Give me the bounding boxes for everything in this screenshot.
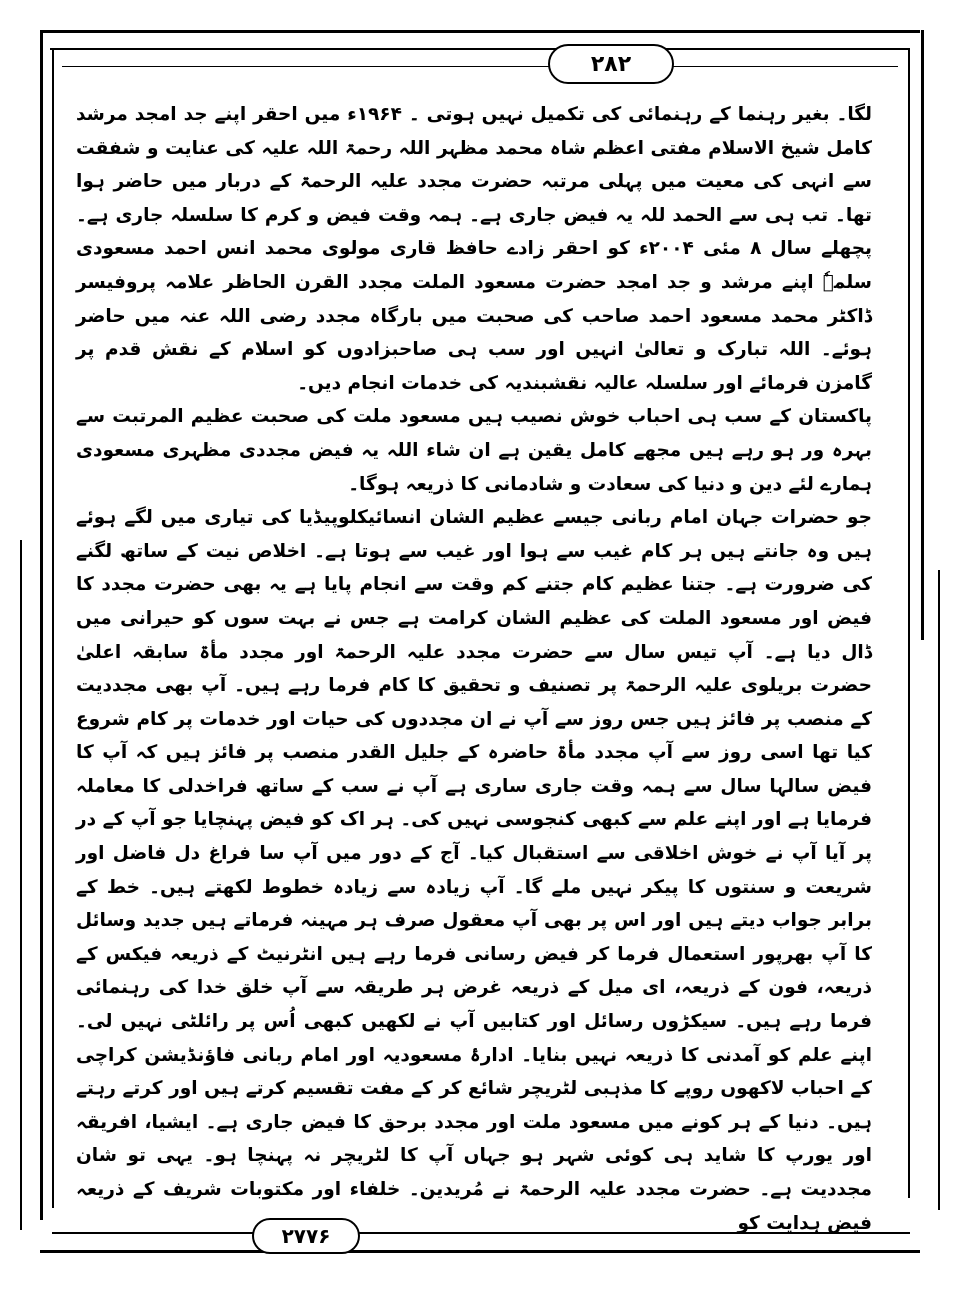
page-number: ۲۸۲ <box>548 44 674 84</box>
frame-top-outer-line <box>40 30 920 33</box>
frame-left-outer-line <box>40 30 43 1220</box>
frame-top-inner-line <box>50 48 910 50</box>
paragraph-2: پاکستان کے سب ہی احباب خوش نصیب ہیں مسعود ملت کی صحبت عظیم المرتبت سے بہرہ ور ہو رہے ہیں مجھے کامل یقین ہے ان شاء اللہ یہ فیض مجددی مظہری مسعودی ہمارے لئے دین و دنیا کی سعادت و شادمانی کا ذریعہ ہوگا۔ <box>76 406 872 495</box>
paragraph-3: جو حضرات جہان امام ربانی جیسے عظیم الشان انسائیکلوپیڈیا کی تیاری میں لگے ہوئے ہیں وہ جانتے ہیں ہر کام غیب سے ہوا اور غیب سے ہوتا ہے۔ اخلاص نیت کے ساتھ لگنے کی ضرورت ہے۔ جتنا عظیم کام جتنے کم وقت سے انجام پایا ہے یہ بھی حضرت مجدد کا فیض اور مسعود الملت کی عظیم الشان کرامت ہے جس نے بہت سوں کو حیرانی میں ڈال دیا ہے۔ آپ تیس سال سے حضرت مجدد علیہ الرحمۃ اور مجدد مأۃ سابقہ اعلیٰ حضرت بریلوی علیہ الرحمۃ پر تصنیف و تحقیق کا کام فرما رہے ہیں۔ آپ بھی مجددیت کے منصب پر فائز ہیں جس روز سے آپ نے ان مجددوں کی حیات اور خدمات پر کام شروع کیا تھا اسی روز سے آپ مجدد مأۃ حاضرہ کے جلیل القدر منصب پر فائز ہیں کہ آپ کا فیض سالہا سال سے ہمہ وقت جاری ساری ہے آپ نے سب کے ساتھ فراخدلی کا معاملہ فرمایا ہے اور اپنے علم سے کبھی کنجوسی نہیں کی۔ ہر اک کو فیض پہنچایا جو آپ کے در پر آیا آپ نے خوش اخلاقی سے استقبال کیا۔ آج کے دور میں آپ سا فراغ دل فاضل اور شریعت و سنتوں کا پیکر نہیں ملے گا۔ آپ زیادہ سے زیادہ خطوط لکھتے ہیں۔ خط کے برابر جواب دیتے ہیں اور اس پر بھی آپ معقول صرف ہر مہینہ فرماتے ہیں جدید وسائل کا آپ بھرپور استعمال فرما کر فیض رسانی فرما رہے ہیں انٹرنیٹ کے ذریعہ فیکس کے ذریعہ، فون کے ذریعہ، ای میل کے ذریعہ غرض ہر طریقہ سے آپ خلق خدا کی رہنمائی فرما رہے ہیں۔ سیکڑوں رسائل اور کتابیں آپ نے لکھیں کبھی اُس پر رائلٹی نہیں لی۔ اپنے علم کو آمدنی کا ذریعہ نہیں بنایا۔ ادارۂ مسعودیہ اور امام ربانی فاؤنڈیشن کراچی کے احباب لاکھوں روپے کا مذہبی لٹریچر شائع کر کے مفت تقسیم کرتے ہیں اور کرتے رہتے ہیں۔ دنیا کے ہر کونے میں مسعود ملت اور مجدد برحق کا فیض جاری ہے۔ ایشیا، افریقہ اور یورپ کا شاید ہی کوئی شہر ہو جہاں آپ کا لٹریچر نہ پہنچا ہو۔ یہی تو شان مجددیت ہے۔ حضرت مجدد علیہ الرحمۃ نے مُریدین۔ خلفاء اور مکتوبات شریف کے ذریعہ فیض ہدایت کو <box>76 507 873 1234</box>
frame-right-margin-line <box>938 570 940 1210</box>
frame-bottom-outer-line <box>40 1250 920 1253</box>
frame-right-inner-line <box>908 48 910 1198</box>
frame-left-inner-line <box>52 48 54 1208</box>
frame-top-third-line <box>62 66 898 67</box>
body-text <box>76 98 872 1240</box>
paragraph-1: لگا۔ بغیر رہنما کے رہنمائی کی تکمیل نہیں ہوتی ۔ ۱۹۶۴ء میں احقر اپنے جد امجد مرشد کامل شیخ الاسلام مفتی اعظم شاہ محمد مظہر اللہ رحمۃ اللہ علیہ کی عنایت و شفقت سے انہی کی معیت میں پہلی مرتبہ حضرت مجدد علیہ الرحمۃ کے دربار میں حاضر ہوا تھا۔ تب ہی سے الحمد للہ یہ فیض جاری ہے۔ ہمہ وقت فیض و کرم کا سلسلہ جاری ہے۔ پچھلے سال ۸ مئی ۲۰۰۴ء کو احقر زادے حافظ قاری مولوی محمد انس احمد مسعودی سلمہٗ اپنے مرشد و جد امجد حضرت مسعود الملت مجدد القرن الحاظر علامہ پروفیسر ڈاکٹر محمد مسعود احمد صاحب کی صحبت میں بارگاہ مجدد رضی اللہ عنہ میں حاضر ہوئے۔ اللہ تبارک و تعالیٰ انہیں اور سب ہی صاحبزادوں کو اسلام کے نقش قدم پر گامزن فرمائے اور سلسلہ عالیہ نقشبندیہ کی خدمات انجام دیں۔ <box>76 104 872 394</box>
frame-right-outer-line <box>921 30 924 640</box>
footer-page-number: ۲۷۷۶ <box>252 1218 360 1254</box>
frame-left-margin-line <box>20 540 22 1230</box>
